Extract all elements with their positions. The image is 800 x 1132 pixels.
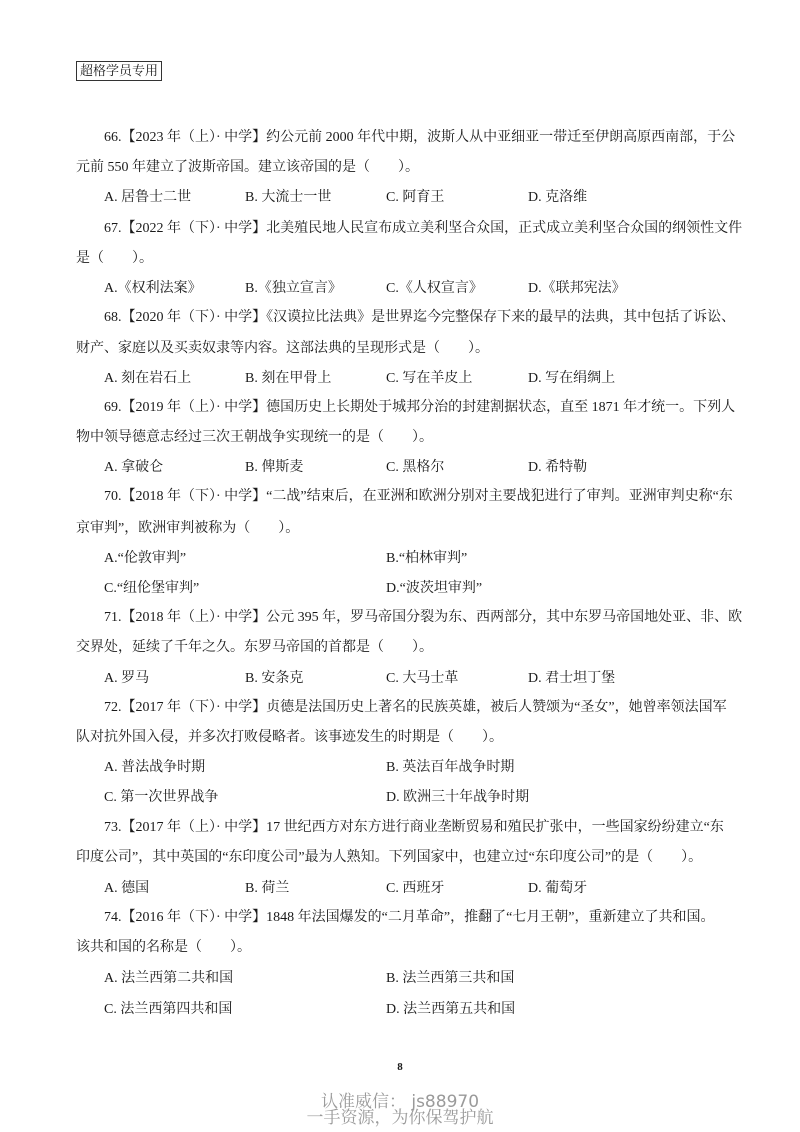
- question-71-option-d: D. 君士坦丁堡: [528, 671, 616, 686]
- watermark-line-1: 认准威信： js88970: [320, 1092, 480, 1112]
- question-71-stem-line2: 交界处，延续了千年之久。东罗马帝国的首都是（ ）。: [76, 640, 433, 655]
- question-73-option-c: C. 西班牙: [386, 881, 445, 896]
- question-66-option-c: C. 阿育王: [386, 190, 445, 205]
- question-69-stem-line1: 69.【2019 年（上）· 中学】德国历史上长期处于城邦分治的封建割据状态，直至 1871 年才统一。下列人: [104, 400, 736, 415]
- question-69-option-c: C. 黑格尔: [386, 460, 445, 475]
- question-72-stem-line2: 队对抗外国入侵，并多次打败侵略者。该事迹发生的时期是（ ）。: [76, 730, 503, 745]
- question-74-stem-line1: 74.【2016 年（下）· 中学】1848 年法国爆发的“二月革命”，推翻了“七月王朝”，重新建立了共和国。: [104, 910, 715, 925]
- question-74-option-d: D. 法兰西第五共和国: [386, 1002, 516, 1017]
- question-71-option-c: C. 大马士革: [386, 671, 459, 686]
- question-73-option-a: A. 德国: [104, 881, 150, 896]
- question-73-option-b: B. 荷兰: [245, 881, 290, 896]
- question-67-option-d: D.《联邦宪法》: [528, 281, 626, 296]
- question-72-option-b: B. 英法百年战争时期: [386, 760, 515, 775]
- question-70-stem-line1: 70.【2018 年（下）· 中学】“二战”结束后，在亚洲和欧洲分别对主要战犯进行了审判。亚洲审判史称“东: [104, 489, 733, 504]
- question-67-option-b: B.《独立宣言》: [245, 281, 342, 296]
- question-70-option-c: C.“纽伦堡审判”: [104, 581, 200, 596]
- question-74-stem-line2: 该共和国的名称是（ ）。: [76, 940, 251, 955]
- question-67-stem-line1: 67.【2022 年（下）· 中学】北美殖民地人民宣布成立美利坚合众国，正式成立美利坚合众国的纲领性文件: [104, 221, 743, 236]
- question-66-option-b: B. 大流士一世: [245, 190, 332, 205]
- question-71-stem-line1: 71.【2018 年（上）· 中学】公元 395 年，罗马帝国分裂为东、西两部分，其中东罗马帝国地处亚、非、欧: [104, 610, 743, 625]
- question-72-option-d: D. 欧洲三十年战争时期: [386, 790, 530, 805]
- question-66-option-a: A. 居鲁士二世: [104, 190, 192, 205]
- question-67-option-c: C.《人权宣言》: [386, 281, 483, 296]
- question-68-option-b: B. 刻在甲骨上: [245, 371, 332, 386]
- question-73-option-d: D. 葡萄牙: [528, 881, 588, 896]
- question-70-option-d: D.“波茨坦审判”: [386, 581, 483, 596]
- question-68-option-c: C. 写在羊皮上: [386, 371, 473, 386]
- question-66-stem-line2: 元前 550 年建立了波斯帝国。建立该帝国的是（ ）。: [76, 160, 419, 175]
- question-67-option-a: A.《权利法案》: [104, 281, 202, 296]
- question-69-stem-line2: 物中领导德意志经过三次王朝战争实现统一的是（ ）。: [76, 430, 433, 445]
- page-number: 8: [397, 1061, 403, 1073]
- watermark-line-2: 一手资源，为你保驾护航: [306, 1108, 494, 1128]
- question-68-option-d: D. 写在绢绸上: [528, 371, 616, 386]
- question-71-option-a: A. 罗马: [104, 671, 150, 686]
- question-69-option-a: A. 拿破仑: [104, 460, 164, 475]
- question-74-option-a: A. 法兰西第二共和国: [104, 971, 234, 986]
- question-73-stem-line1: 73.【2017 年（上）· 中学】17 世纪西方对东方进行商业垄断贸易和殖民扩张中，一些国家纷纷建立“东: [104, 820, 724, 835]
- question-68-stem-line2: 财产、家庭以及买卖奴隶等内容。这部法典的呈现形式是（ ）。: [76, 341, 489, 356]
- question-70-stem-line2: 京审判”，欧洲审判被称为（ ）。: [76, 521, 300, 536]
- question-72-stem-line1: 72.【2017 年（下）· 中学】贞德是法国历史上著名的民族英雄，被后人赞颂为“圣女”，她曾率领法国军: [104, 700, 727, 715]
- question-69-option-d: D. 希特勒: [528, 460, 588, 475]
- question-72-option-c: C. 第一次世界战争: [104, 790, 219, 805]
- question-70-option-a: A.“伦敦审判”: [104, 551, 187, 566]
- question-66-stem-line1: 66.【2023 年（上）· 中学】约公元前 2000 年代中期，波斯人从中亚细亚一带迁至伊朗高原西南部，于公: [104, 130, 736, 145]
- question-71-option-b: B. 安条克: [245, 671, 304, 686]
- exclusive-badge: 超格学员专用: [76, 61, 162, 81]
- question-67-stem-line2: 是（ ）。: [76, 251, 153, 266]
- question-69-option-b: B. 俾斯麦: [245, 460, 304, 475]
- question-70-option-b: B.“柏林审判”: [386, 551, 468, 566]
- question-68-stem-line1: 68.【2020 年（下）· 中学】《汉谟拉比法典》是世界迄今完整保存下来的最早的法典，其中包括了诉讼、: [104, 310, 736, 325]
- question-68-option-a: A. 刻在岩石上: [104, 371, 192, 386]
- question-74-option-b: B. 法兰西第三共和国: [386, 971, 515, 986]
- question-74-option-c: C. 法兰西第四共和国: [104, 1002, 233, 1017]
- question-72-option-a: A. 普法战争时期: [104, 760, 206, 775]
- question-73-stem-line2: 印度公司”，其中英国的“东印度公司”最为人熟知。下列国家中，也建立过“东印度公司”的是（ ）。: [76, 850, 703, 865]
- question-66-option-d: D. 克洛维: [528, 190, 588, 205]
